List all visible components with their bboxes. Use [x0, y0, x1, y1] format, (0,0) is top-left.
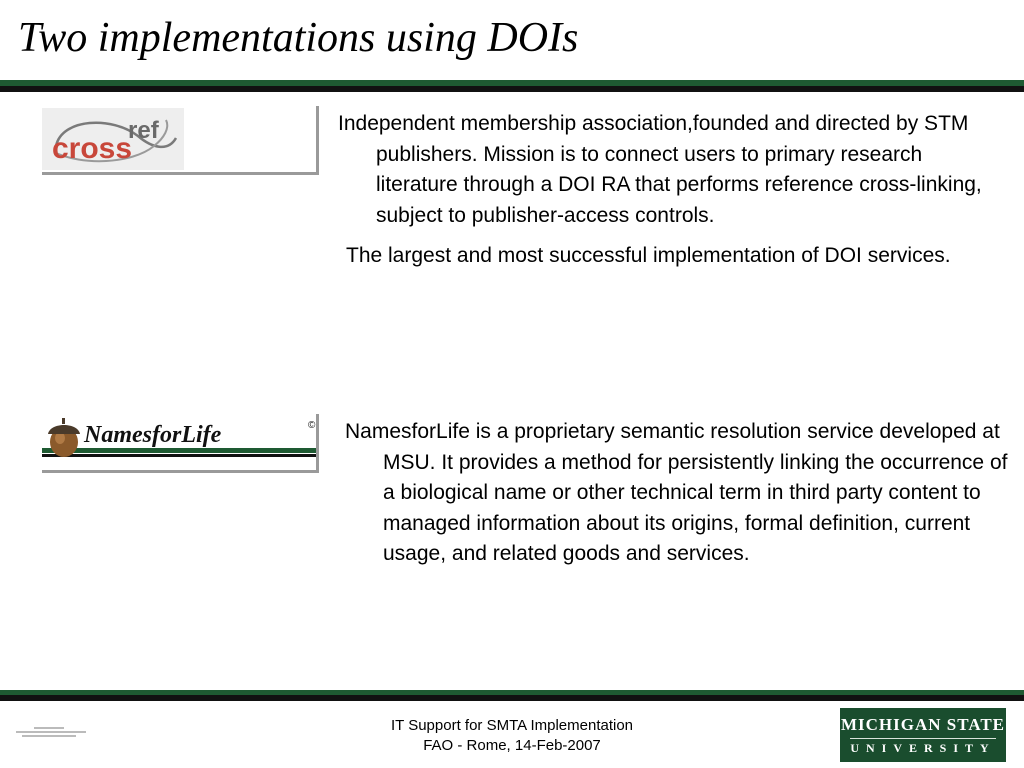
crossref-paragraph-2: The largest and most successful implementation of DOI services.: [346, 244, 951, 267]
namesforlife-paragraph: NamesforLife is a proprietary semantic resolution service developed at MSU. It provides a method for persistently linking the occurrence of a biological name or other technical term in third party content to managed information about its origins, formal definition, current usage, and related goods and services.: [345, 420, 1008, 565]
msu-logo-divider: [850, 738, 996, 739]
msu-logo-line-2: UNIVERSITY: [850, 741, 996, 755]
msu-logo: [840, 708, 1006, 762]
namesforlife-description: [345, 417, 1017, 570]
bottom-rule-black: [0, 695, 1024, 701]
namesforlife-logo-box: [42, 414, 319, 473]
namesforlife-logo: [42, 414, 316, 470]
footer-line-2: FAO - Rome, 14-Feb-2007: [423, 737, 601, 754]
crossref-logo: [42, 108, 184, 172]
fine-print-mark: [16, 726, 106, 741]
msu-logo-line-1: MICHIGAN STATE: [840, 715, 1006, 734]
top-rule-black: [0, 86, 1024, 92]
namesforlife-logo-mark: ©: [308, 420, 316, 431]
crossref-paragraph-1: Independent membership association,founded and directed by STM publishers. Mission is to connect users to primary research literature through a DOI RA that performs reference cross-linking, subject to publisher-access controls.: [338, 112, 982, 227]
crossref-logo-box: [42, 106, 319, 175]
footer: [300, 716, 724, 756]
crossref-logo-ref: ref: [128, 117, 159, 144]
crossref-logo-cross: cross: [52, 132, 133, 165]
footer-line-1: IT Support for SMTA Implementation: [390, 717, 634, 734]
namesforlife-logo-text: NamesforLife: [84, 422, 222, 448]
page-title: Two implementations using DOIs: [18, 15, 579, 61]
crossref-description: [338, 109, 1018, 272]
